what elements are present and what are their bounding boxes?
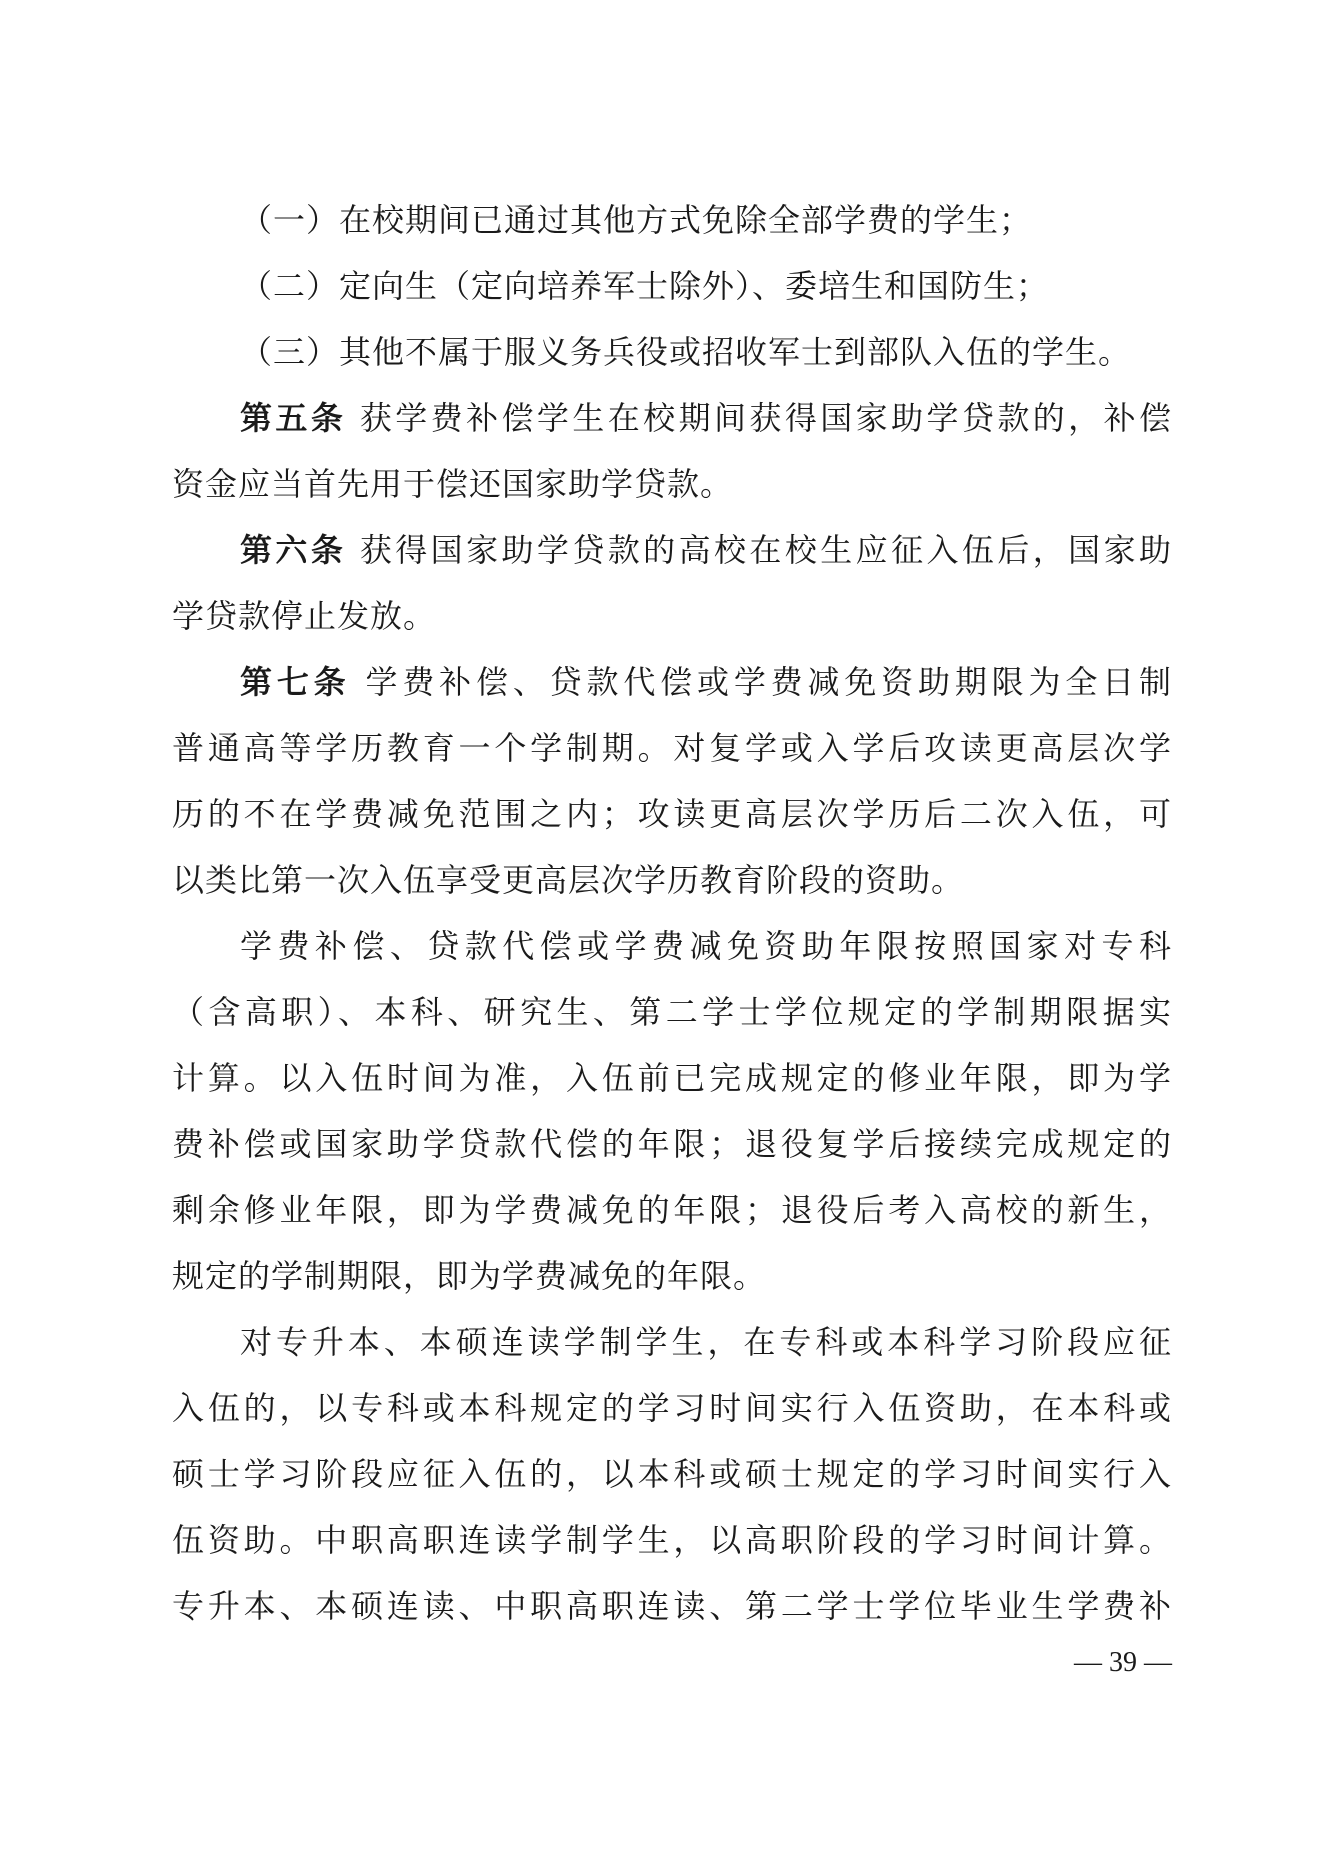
continuous-line-3: 硕士学习阶段应征入伍的，以本科或硕士规定的学习时间实行入 bbox=[172, 1455, 1172, 1493]
page-number: — 39 — bbox=[1074, 1647, 1172, 1678]
duration-line-3: 计算。以入伍时间为准，入伍前已完成规定的修业年限，即为学 bbox=[172, 1059, 1172, 1097]
duration-line-6: 规定的学制期限，即为学费减免的年限。 bbox=[172, 1257, 767, 1295]
continuous-line-4: 伍资助。中职高职连读学制学生，以高职阶段的学习时间计算。 bbox=[172, 1521, 1172, 1559]
article-5-text-1: 获学费补偿学生在校期间获得国家助学贷款的，补偿 bbox=[359, 399, 1172, 437]
article-6-line-1 bbox=[240, 530, 1172, 570]
article-7-text-1: 学费补偿、贷款代偿或学费减免资助期限为全日制 bbox=[365, 663, 1172, 701]
article-6-text-1: 获得国家助学贷款的高校在校生应征入伍后，国家助 bbox=[359, 531, 1172, 569]
article-7-line-2: 普通高等学历教育一个学制期。对复学或入学后攻读更高层次学 bbox=[172, 729, 1172, 767]
article-5-heading: 第五条 bbox=[240, 399, 347, 437]
continuous-line-5: 专升本、本硕连读、中职高职连读、第二学士学位毕业生学费补 bbox=[172, 1587, 1172, 1625]
list-item-2: （二）定向生（定向培养军士除外）、委培生和国防生； bbox=[240, 267, 1050, 305]
article-6-line-2: 学贷款停止发放。 bbox=[172, 597, 437, 635]
list-item-3: （三）其他不属于服义务兵役或招收军士到部队入伍的学生。 bbox=[240, 333, 1132, 371]
continuous-line-2: 入伍的，以专科或本科规定的学习时间实行入伍资助，在本科或 bbox=[172, 1389, 1172, 1427]
duration-line-5: 剩余修业年限，即为学费减免的年限；退役后考入高校的新生， bbox=[172, 1191, 1172, 1229]
article-5-line-1 bbox=[240, 398, 1172, 438]
article-5-line-2: 资金应当首先用于偿还国家助学贷款。 bbox=[172, 465, 734, 503]
duration-line-4: 费补偿或国家助学贷款代偿的年限；退役复学后接续完成规定的 bbox=[172, 1125, 1172, 1163]
article-7-line-4: 以类比第一次入伍享受更高层次学历教育阶段的资助。 bbox=[172, 861, 965, 899]
article-7-heading: 第七条 bbox=[240, 663, 351, 701]
list-item-1: （一）在校期间已通过其他方式免除全部学费的学生； bbox=[240, 201, 1033, 239]
article-6-heading: 第六条 bbox=[240, 531, 347, 569]
duration-line-1: 学费补偿、贷款代偿或学费减免资助年限按照国家对专科 bbox=[240, 927, 1172, 965]
continuous-line-1: 对专升本、本硕连读学制学生，在专科或本科学习阶段应征 bbox=[240, 1323, 1172, 1361]
article-7-line-3: 历的不在学费减免范围之内；攻读更高层次学历后二次入伍，可 bbox=[172, 795, 1172, 833]
duration-line-2: （含高职）、本科、研究生、第二学士学位规定的学制期限据实 bbox=[172, 993, 1172, 1031]
article-7-line-1 bbox=[240, 662, 1172, 702]
